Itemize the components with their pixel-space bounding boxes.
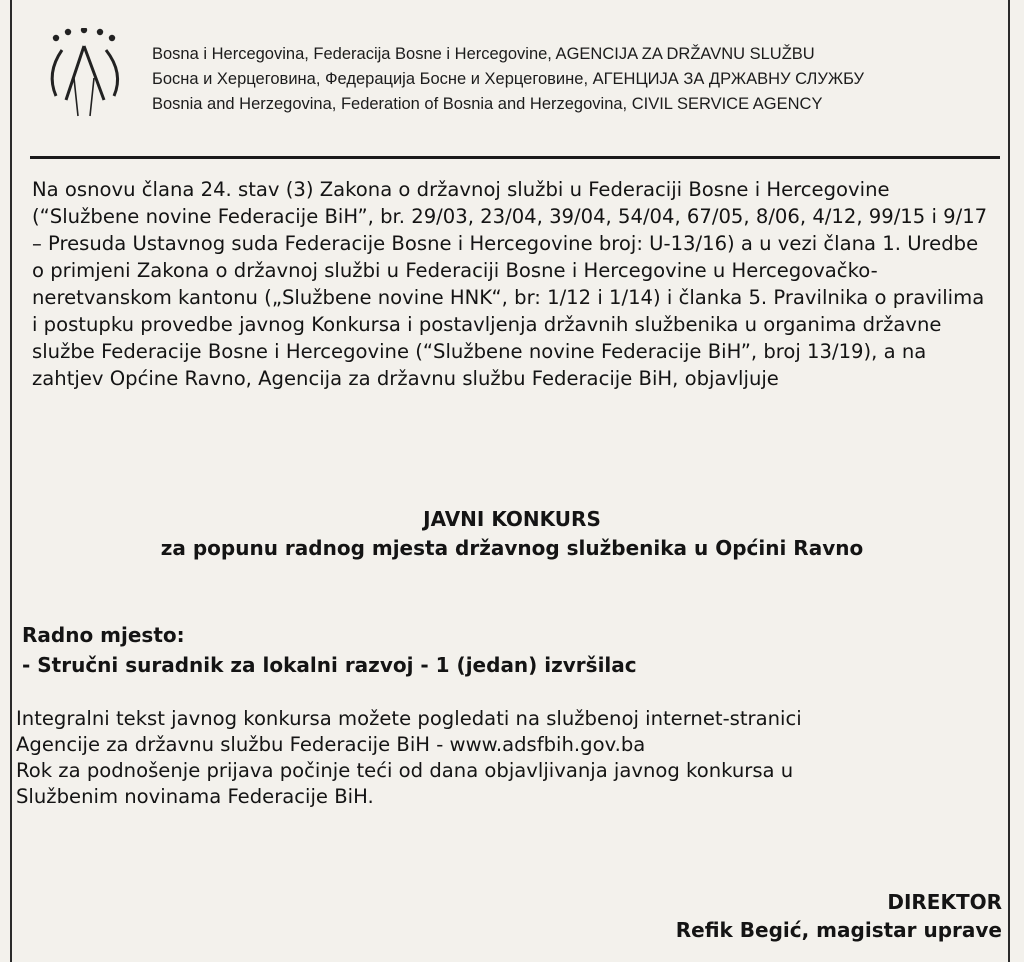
competition-title-block bbox=[32, 505, 992, 563]
agency-header bbox=[44, 28, 1004, 148]
competition-subtitle: za popunu radnog mjesta državnog službenika u Općini Ravno bbox=[160, 536, 864, 560]
agency-logo-icon bbox=[44, 28, 134, 138]
position-block bbox=[22, 620, 982, 680]
page-border-left bbox=[10, 0, 12, 962]
signature-title: DIREKTOR bbox=[887, 890, 1002, 914]
agency-name-latin: Bosna i Hercegovina, Federacija Bosne i Hercegovine, AGENCIJA ZA DRŽAVNU SLUŽBU bbox=[152, 45, 815, 63]
competition-title: JAVNI KONKURS bbox=[423, 507, 601, 531]
info-line: Agencije za državnu službu Federacije BiH - www.adsfbih.gov.ba bbox=[16, 733, 646, 756]
page-border-right bbox=[1008, 0, 1010, 962]
info-line: Rok za podnošenje prijava počinje teći od dana objavljivanja javnog konkursa u bbox=[16, 759, 794, 782]
info-paragraph bbox=[16, 706, 976, 810]
header-divider bbox=[30, 156, 1000, 159]
position-item: - Stručni suradnik za lokalni razvoj - 1 (jedan) izvršilac bbox=[22, 653, 637, 677]
signature-name: Refik Begić, magistar uprave bbox=[675, 918, 1002, 942]
agency-name-cyrillic: Босна и Херцеговина, Федерација Босне и Херцеговине, АГЕНЦИЈА ЗА ДРЖАВНУ СЛУЖБУ bbox=[152, 70, 864, 88]
info-line: Službenim novinama Federacije BiH. bbox=[16, 785, 374, 808]
position-label: Radno mjesto: bbox=[22, 623, 185, 647]
agency-name-english: Bosnia and Herzegovina, Federation of Bosnia and Herzegovina, CIVIL SERVICE AGENCY bbox=[152, 95, 823, 113]
info-line: Integralni tekst javnog konkursa možete pogledati na službenoj internet-stranici bbox=[16, 707, 802, 730]
intro-paragraph: Na osnovu člana 24. stav (3) Zakona o državnoj službi u Federaciji Bosne i Hercegovine (“Službene novine Federacije BiH”, br. 29/03, 23/04, 39/04, 54/04, 67/05, 8/06, 4/12, 99/15 i 9/17 – Presuda Ustavnog suda Federacije Bosne i Hercegovine broj: U-13/16) a u vezi člana 1. Uredbe o primjeni Zakona o državnoj službi u Federaciji Bosne i Hercegovine u Hercegovačko-neretvanskom kantonu („Službene novine HNK“, br: 1/12 i 1/14) i članka 5. Pravilnika o pravilima i postupku provedbe javnog Konkursa i postavljenja državnih službenika u organima državne službe Federacije Bosne i Hercegovine (“Službene novine Federacije BiH”, broj 13/19), a na zahtjev Općine Ravno, Agencija za državnu službu Federacije BiH, objavljuje bbox=[32, 178, 988, 390]
signature-block bbox=[676, 888, 1002, 944]
